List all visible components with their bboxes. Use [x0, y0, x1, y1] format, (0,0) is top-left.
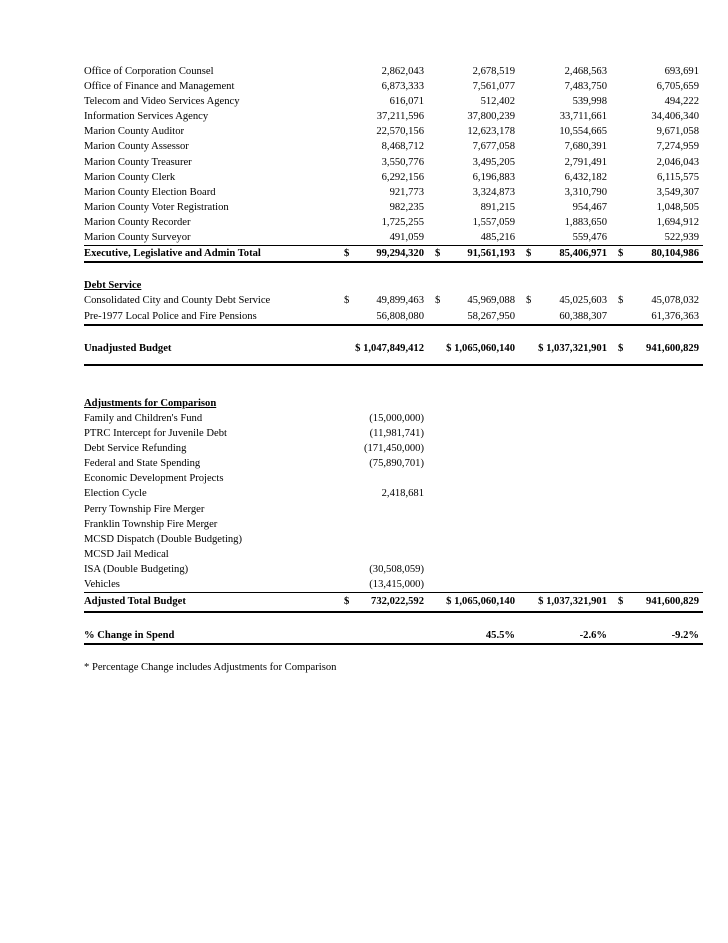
row-label: MCSD Jail Medical	[84, 548, 169, 560]
amount-col-4: 3,549,307	[656, 186, 699, 198]
amount-col-2: 6,196,883	[472, 171, 515, 183]
row-label: Marion County Voter Registration	[84, 201, 229, 213]
row-label: Executive, Legislative and Admin Total	[84, 248, 261, 260]
spacer	[84, 263, 703, 278]
row-label: MCSD Dispatch (Double Budgeting)	[84, 533, 243, 545]
amount-col-2: $ 1,065,060,140	[446, 596, 515, 608]
amount-col-3: $ 1,037,321,901	[538, 596, 607, 608]
amount-col-2: 45.5%	[485, 630, 515, 642]
table-row	[84, 215, 703, 230]
row-label: Federal and State Spending	[84, 458, 201, 470]
table-row	[84, 185, 703, 200]
amount-col-1: 2,418,681	[381, 488, 424, 500]
amount-col-1: 6,292,156	[381, 171, 424, 183]
amount-col-4: 1,694,912	[656, 216, 699, 228]
amount-col-4: 1,048,505	[656, 201, 699, 213]
table-row	[84, 547, 703, 562]
amount-col-1: 732,022,592	[371, 596, 424, 608]
amount-col-4: 941,600,829	[646, 596, 699, 608]
table-row	[84, 79, 703, 94]
amount-col-1: 22,570,156	[376, 126, 424, 138]
row-label: Franklin Township Fire Merger	[84, 518, 218, 530]
row-label: Vehicles	[84, 579, 120, 590]
table-row	[84, 230, 703, 246]
table-row	[84, 109, 703, 124]
row-label: Economic Development Projects	[84, 473, 224, 485]
amount-col-4: 7,274,959	[656, 141, 699, 153]
currency-symbol: $	[618, 295, 624, 307]
row-label: Adjusted Total Budget	[84, 596, 186, 608]
spacer	[84, 381, 703, 396]
amount-col-2: 58,267,950	[467, 310, 515, 322]
amount-col-3: 10,554,665	[559, 126, 607, 138]
amount-col-3: 3,310,790	[564, 186, 607, 198]
amount-col-1: 6,873,333	[381, 81, 424, 93]
executive-total-row	[84, 246, 703, 263]
amount-col-1: (171,450,000)	[363, 443, 424, 455]
amount-col-2: 45,969,088	[467, 295, 515, 307]
amount-col-4: 941,600,829	[646, 342, 699, 354]
amount-col-1: (75,890,701)	[369, 458, 424, 470]
currency-symbol: $	[435, 248, 441, 260]
row-label: Marion County Assessor	[84, 141, 189, 153]
amount-col-3: -2.6%	[579, 630, 607, 642]
currency-symbol: $	[618, 596, 624, 608]
amount-col-2: 7,677,058	[472, 141, 515, 153]
row-label: Adjustments for Comparison	[84, 397, 217, 409]
row-label: Marion County Treasurer	[84, 156, 192, 168]
amount-col-4: 6,115,575	[657, 171, 699, 183]
amount-col-3: 33,711,661	[559, 111, 607, 123]
spacer	[84, 645, 703, 660]
amount-col-4: 522,939	[664, 232, 699, 244]
amount-col-2: $ 1,065,060,140	[446, 342, 515, 354]
table-row	[84, 532, 703, 547]
table-row	[84, 170, 703, 185]
row-label: Debt Service Refunding	[84, 443, 187, 455]
amount-col-3: 2,791,491	[564, 156, 607, 168]
table-row	[84, 502, 703, 517]
currency-symbol: $	[526, 295, 532, 307]
amount-col-4: 45,078,032	[651, 295, 699, 307]
amount-col-1: (11,981,741)	[369, 428, 424, 440]
table-row	[84, 155, 703, 170]
amount-col-1: 3,550,776	[381, 156, 424, 168]
table-row	[84, 517, 703, 532]
row-label: * Percentage Change includes Adjustments for Comparison	[84, 662, 337, 674]
amount-col-1: (13,415,000)	[369, 579, 424, 590]
currency-symbol: $	[526, 248, 532, 260]
amount-col-4: 34,406,340	[651, 111, 699, 123]
amount-col-3: 559,476	[572, 232, 607, 244]
amount-col-2: 512,402	[480, 96, 515, 108]
amount-col-1: 99,294,320	[376, 248, 424, 260]
amount-col-3: 7,483,750	[564, 81, 607, 93]
spacer	[84, 366, 703, 381]
amount-col-2: 3,495,205	[472, 156, 515, 168]
row-label: Telecom and Video Services Agency	[84, 96, 240, 108]
amount-col-4: 61,376,363	[651, 310, 699, 322]
row-label: Pre-1977 Local Police and Fire Pensions	[84, 310, 257, 322]
amount-col-2: 3,324,873	[472, 186, 515, 198]
amount-col-3: 7,680,391	[564, 141, 607, 153]
currency-symbol: $	[618, 248, 624, 260]
amount-col-4: 6,705,659	[656, 81, 699, 93]
amount-col-3: 1,883,650	[564, 216, 607, 228]
amount-col-2: 7,561,077	[472, 81, 515, 93]
amount-col-2: 485,216	[480, 232, 515, 244]
table-row	[84, 441, 703, 456]
amount-col-1: 49,899,463	[376, 295, 424, 307]
table-row	[84, 471, 703, 486]
row-label: Marion County Election Board	[84, 186, 216, 198]
table-row	[84, 456, 703, 471]
row-label: ISA (Double Budgeting)	[84, 563, 189, 575]
row-label: Perry Township Fire Merger	[84, 503, 205, 515]
currency-symbol: $	[344, 248, 350, 260]
amount-col-1: 56,808,080	[376, 310, 424, 322]
table-row	[84, 411, 703, 426]
amount-col-3: 2,468,563	[564, 66, 607, 77]
amount-col-3: 85,406,971	[559, 248, 607, 260]
unadjusted-budget-row	[84, 341, 703, 366]
amount-col-3: 954,467	[572, 201, 607, 213]
table-row	[84, 577, 703, 593]
currency-symbol: $	[618, 342, 624, 354]
row-label: Election Cycle	[84, 488, 147, 500]
table-row	[84, 562, 703, 577]
amount-col-3: 539,998	[572, 96, 607, 108]
budget-table	[84, 64, 703, 675]
amount-col-2: 891,215	[480, 201, 515, 213]
table-row	[84, 486, 703, 501]
row-label: % Change in Spend	[84, 630, 175, 642]
adjustments-heading	[84, 396, 703, 411]
percent-change-row	[84, 628, 703, 645]
table-row	[84, 94, 703, 109]
footnote	[84, 660, 703, 675]
amount-col-2: 12,623,178	[467, 126, 515, 138]
currency-symbol: $	[344, 295, 350, 307]
row-label: Family and Children's Fund	[84, 412, 203, 424]
amount-col-1: (30,508,059)	[369, 563, 424, 575]
row-label: Office of Corporation Counsel	[84, 66, 214, 77]
currency-symbol: $	[344, 596, 350, 608]
row-label: Marion County Auditor	[84, 126, 185, 138]
table-row	[84, 200, 703, 215]
amount-col-1: 1,725,255	[381, 216, 424, 228]
amount-col-3: $ 1,037,321,901	[538, 342, 607, 354]
table-row	[84, 124, 703, 139]
table-row	[84, 139, 703, 154]
amount-col-4: 494,222	[664, 96, 699, 108]
table-row	[84, 64, 703, 79]
row-label: Information Services Agency	[84, 111, 209, 123]
amount-col-2: 1,557,059	[472, 216, 515, 228]
spacer	[84, 613, 703, 628]
amount-col-4: 9,671,058	[656, 126, 699, 138]
amount-col-1: 982,235	[389, 201, 424, 213]
amount-col-3: 6,432,182	[564, 171, 607, 183]
amount-col-4: 693,691	[664, 66, 699, 77]
row-label: Office of Finance and Management	[84, 81, 235, 93]
amount-col-4: 2,046,043	[656, 156, 699, 168]
spacer	[84, 326, 703, 341]
amount-col-4: -9.2%	[671, 630, 699, 642]
amount-col-1: $ 1,047,849,412	[355, 342, 424, 354]
amount-col-1: 37,211,596	[376, 111, 424, 123]
amount-col-1: 8,468,712	[381, 141, 424, 153]
amount-col-1: 2,862,043	[381, 66, 424, 77]
amount-col-1: 921,773	[389, 186, 424, 198]
amount-col-3: 45,025,603	[559, 295, 607, 307]
amount-col-3: 60,388,307	[559, 310, 607, 322]
row-label: PTRC Intercept for Juvenile Debt	[84, 428, 227, 440]
row-label: Marion County Surveyor	[84, 232, 191, 244]
row-label: Consolidated City and County Debt Service	[84, 295, 271, 307]
table-row	[84, 293, 703, 308]
row-label: Marion County Clerk	[84, 171, 176, 183]
amount-col-2: 37,800,239	[467, 111, 515, 123]
row-label: Marion County Recorder	[84, 216, 191, 228]
amount-col-1: (15,000,000)	[369, 412, 424, 424]
amount-col-1: 491,059	[389, 232, 424, 244]
table-row	[84, 426, 703, 441]
amount-col-1: 616,071	[389, 96, 424, 108]
amount-col-2: 2,678,519	[472, 66, 515, 77]
amount-col-2: 91,561,193	[467, 248, 515, 260]
adjusted-total-row	[84, 593, 703, 613]
amount-col-4: 80,104,986	[651, 248, 699, 260]
row-label: Debt Service	[84, 280, 142, 292]
debt-service-heading	[84, 278, 703, 293]
table-row	[84, 309, 703, 326]
row-label: Unadjusted Budget	[84, 342, 172, 354]
currency-symbol: $	[435, 295, 441, 307]
